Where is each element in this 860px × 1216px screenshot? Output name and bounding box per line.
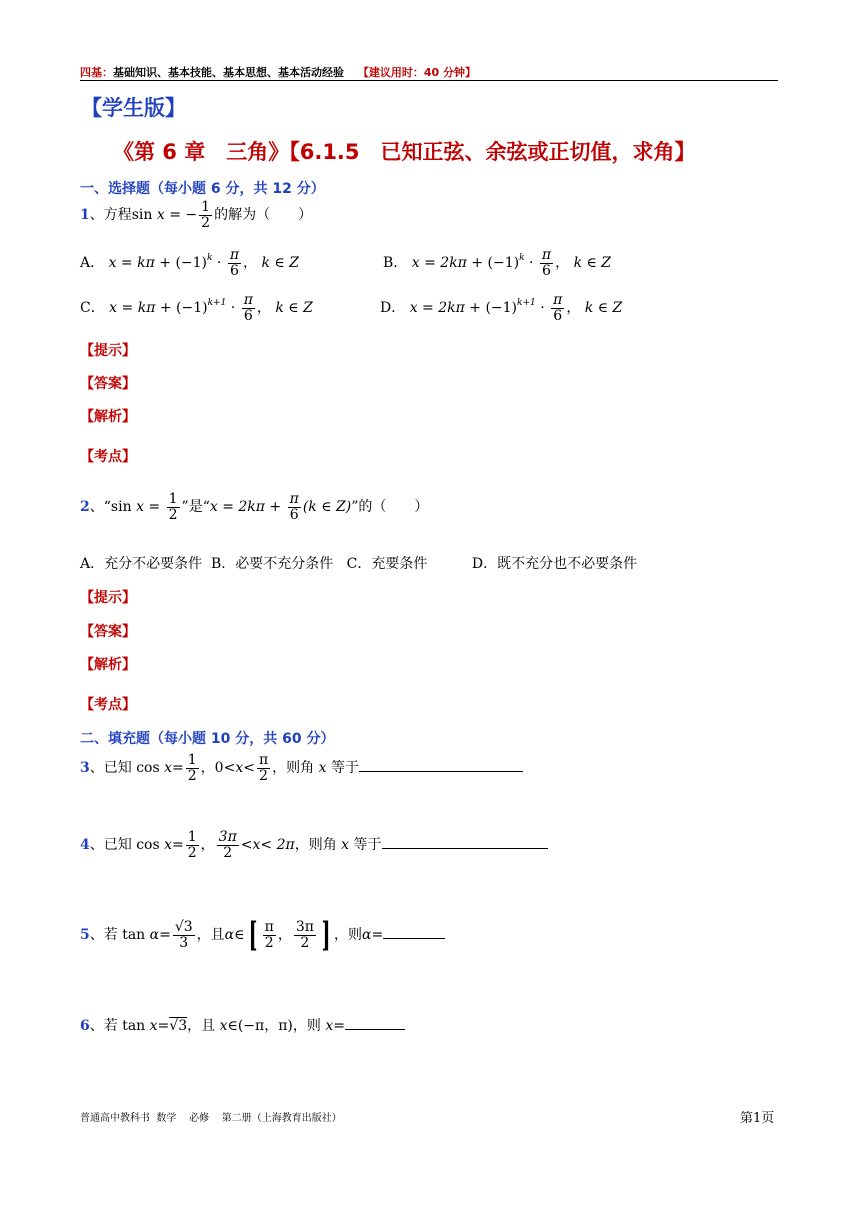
section-heading-1: 一、选择题（每小题 6 分，共 12 分）	[80, 181, 325, 197]
question-sep: 、	[89, 207, 104, 224]
question-number: 3	[80, 760, 90, 777]
question-4: 4、已知 cos x= $\frac{1}{2}$ ， $\frac{3\pi}{2}$ <x< 2π，则角 x 等于	[80, 830, 548, 860]
option-d[interactable]: D． $x = 2k\pi + (-1)^{k+1}$ · $\frac{\pi}{6}$ ， k ∈ Z	[380, 292, 623, 324]
question-1	[80, 200, 312, 230]
header-rule	[80, 80, 778, 81]
chapter-title: 《第 6 章 三角》【6.1.5 已知正弦、余弦或正切值，求角】	[113, 140, 696, 164]
version-label: 【学生版】	[81, 96, 186, 120]
math-var: x	[156, 207, 165, 224]
page-number: 第1页	[740, 1111, 775, 1126]
fraction: $\frac{\pi}{6}$	[289, 491, 299, 523]
answer-blank[interactable]	[383, 924, 445, 939]
question-2-options[interactable]: A．充分不必要条件 B．必要不充分条件 C．充要条件 D．既不充分也不必要条件	[80, 556, 638, 572]
answer-blank[interactable]	[345, 1015, 405, 1030]
question-number: 6	[80, 1018, 90, 1034]
fraction: $\frac{1}{2}$	[168, 491, 178, 523]
point-label: 【考点】	[80, 697, 136, 713]
analysis-label: 【解析】	[80, 409, 136, 425]
footer-text: 普通高中教科书 数学 必修 第二册（上海教育出版社）	[80, 1113, 342, 1124]
page-header	[80, 64, 476, 80]
hint-label: 【提示】	[80, 590, 136, 606]
option-b[interactable]: B． $x = 2k\pi + (-1)^k$ · $\frac{\pi}{6}$ ， k ∈ Z	[383, 247, 612, 279]
question-number: 2	[80, 499, 90, 516]
header-label: 四基：	[80, 66, 113, 79]
question-6: 6、若 tan x=√3，且 x∈(−π，π)，则 x=	[80, 1015, 405, 1035]
option-c[interactable]: C． $x = k\pi + (-1)^{k+1}$ · $\frac{\pi}{6}$ ， k ∈ Z	[80, 292, 313, 324]
math-eq: = −	[164, 207, 198, 224]
answer-blank[interactable]	[382, 834, 548, 849]
answer-label: 【答案】	[80, 624, 136, 640]
hint-label: 【提示】	[80, 343, 136, 359]
point-label: 【考点】	[80, 449, 136, 465]
question-2: 2、“sin x = $\frac{1}{2}$ ”是“x = 2kπ + $\frac{\pi}{6}$ (k ∈ Z)”的（ ）	[80, 491, 429, 523]
question-number: 4	[80, 837, 90, 854]
question-text: 方程	[103, 207, 132, 224]
question-number: 1	[80, 207, 90, 224]
analysis-label: 【解析】	[80, 657, 136, 673]
question-text: 的解为（ ）	[214, 207, 313, 224]
option-a[interactable]: A． $x = k\pi + (-1)^k$ · $\frac{\pi}{6}$ ， k ∈ Z	[80, 247, 299, 279]
fraction: $\frac{1}{2}$	[201, 199, 211, 231]
math-func: sin	[131, 207, 153, 224]
answer-label: 【答案】	[80, 376, 136, 392]
header-time: 【建议用时：40 分钟】	[357, 66, 476, 79]
answer-blank[interactable]	[359, 757, 523, 772]
question-3: 3、已知 cos x= $\frac{1}{2}$ ，0<x< $\frac{\pi}{2}$ ，则角 x 等于	[80, 753, 523, 783]
question-number: 5	[80, 927, 90, 943]
question-5: 5、若 tan α= $\frac{√3}{3}$ ，且α∈ [ $\frac{\pi}{2}$ ， $\frac{3\pi}{2}$ ] ，则α=	[80, 918, 445, 952]
section-heading-2: 二、填充题（每小题 10 分，共 60 分）	[80, 731, 335, 747]
header-text: 基础知识、基本技能、基本思想、基本活动经验	[113, 66, 344, 79]
